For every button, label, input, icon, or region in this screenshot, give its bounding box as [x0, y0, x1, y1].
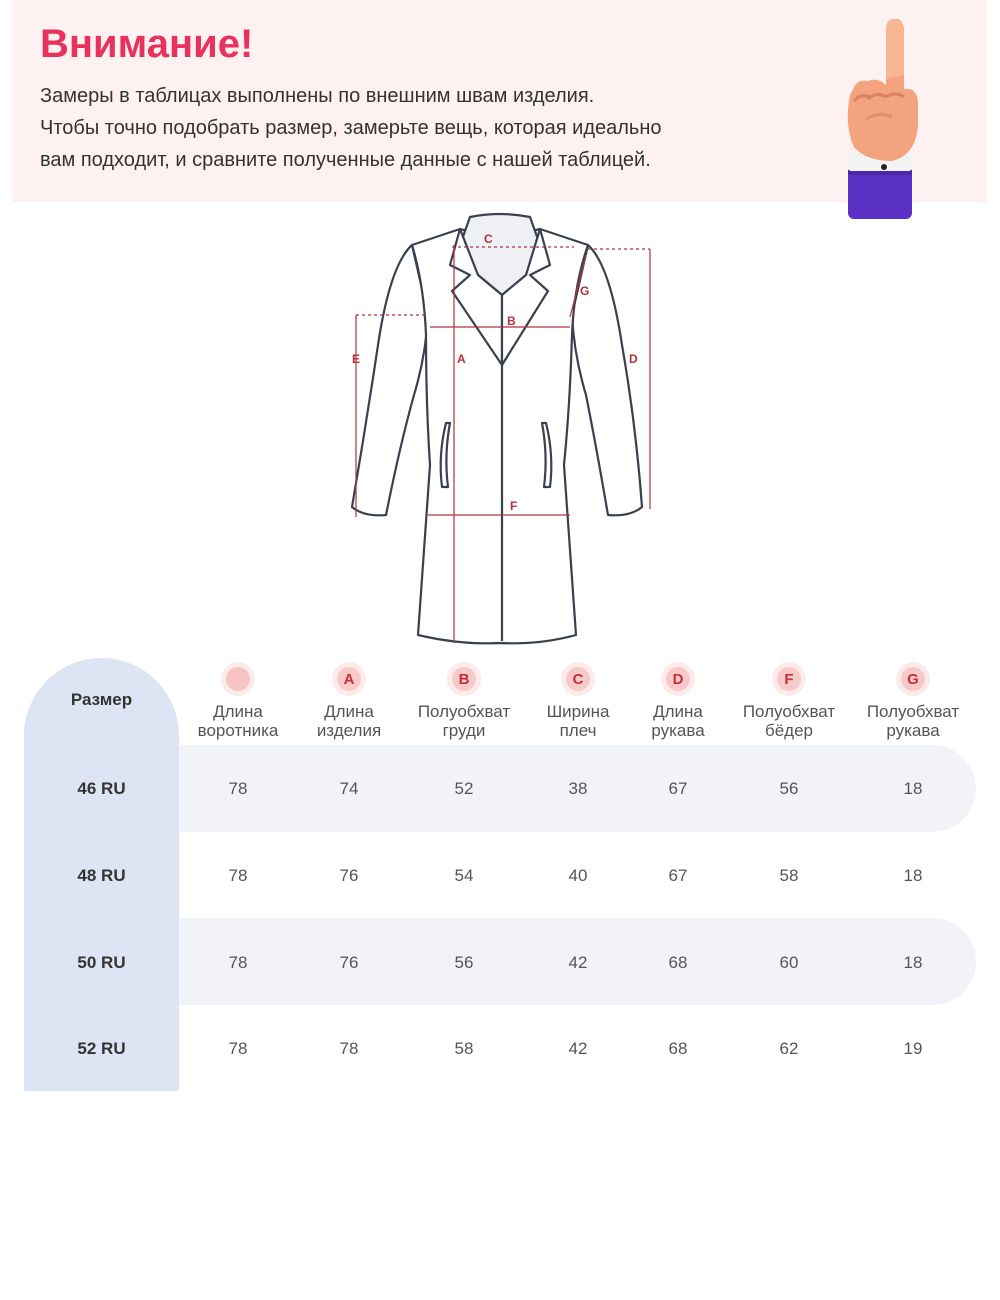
- table-cell: 42: [568, 1039, 588, 1058]
- label-c: C: [484, 232, 493, 246]
- measure-badge: D: [661, 662, 695, 696]
- table-cell: 78: [228, 779, 248, 798]
- table-cell: 67: [668, 866, 688, 885]
- table-cell: 52: [454, 779, 474, 798]
- table-cell: 60: [779, 953, 799, 972]
- table-cell: 58: [454, 1039, 474, 1058]
- column-label: Длина рукава: [651, 702, 705, 740]
- measure-badge: C: [561, 662, 595, 696]
- warning-line-3: вам подходит, и сравните полученные данные с нашей таблицей.: [40, 149, 651, 171]
- table-cell: 40: [568, 866, 588, 885]
- table-cell: 42: [568, 953, 588, 972]
- pointing-hand-icon: [830, 15, 930, 225]
- table-cell: 67: [668, 779, 688, 798]
- table-cell: 38: [568, 779, 588, 798]
- table-cell: 78: [228, 1039, 248, 1058]
- warning-text: [40, 80, 800, 176]
- column-header: [724, 662, 854, 740]
- column-label: Длина изделия: [316, 702, 382, 740]
- warning-line-1: Замеры в таблицах выполнены по внешним швам изделия.: [40, 85, 595, 107]
- measure-badge: B: [447, 662, 481, 696]
- label-b: B: [507, 314, 516, 328]
- table-cell: 62: [779, 1039, 799, 1058]
- table-cell: 18: [903, 779, 923, 798]
- column-label: Ширина плеч: [546, 702, 610, 740]
- measure-badge: A: [332, 662, 366, 696]
- table-cell: 56: [779, 779, 799, 798]
- table-cell: 19: [903, 1039, 923, 1058]
- column-header: [848, 662, 978, 740]
- label-e: E: [352, 352, 361, 366]
- table-cell: 18: [903, 953, 923, 972]
- label-d: D: [629, 352, 638, 366]
- measure-badge: F: [772, 662, 806, 696]
- warning-line-2: Чтобы точно подобрать размер, замерьте вещь, которая идеально: [40, 117, 662, 139]
- table-cell: 78: [228, 866, 248, 885]
- table-cell: 68: [668, 1039, 688, 1058]
- measure-badge: G: [896, 662, 930, 696]
- coat-diagram: [330, 205, 670, 655]
- column-label: Длина воротника: [197, 702, 279, 740]
- table-cell: 78: [228, 953, 248, 972]
- table-cell: 68: [668, 953, 688, 972]
- table-cell: 18: [903, 866, 923, 885]
- page-title: Внимание!: [40, 22, 254, 66]
- size-label: 50 RU: [77, 953, 126, 972]
- label-f: F: [510, 499, 518, 513]
- table-cell: 76: [339, 866, 359, 885]
- table-cell: 78: [339, 1039, 359, 1058]
- table-cell: 56: [454, 953, 474, 972]
- label-a: A: [457, 352, 466, 366]
- table-cell: 76: [339, 953, 359, 972]
- size-label: 48 RU: [77, 866, 126, 885]
- table-cell: 58: [779, 866, 799, 885]
- column-label: Полуобхват груди: [417, 702, 511, 740]
- column-label: Полуобхват рукава: [866, 702, 960, 740]
- table-cell: 54: [454, 866, 474, 885]
- size-header: Размер: [70, 690, 133, 709]
- column-label: Полуобхват бёдер: [742, 702, 836, 740]
- column-header: [399, 662, 529, 740]
- measure-badge: [221, 662, 255, 696]
- size-label: 52 RU: [77, 1039, 126, 1058]
- column-header: [284, 662, 414, 740]
- size-label: 46 RU: [77, 779, 126, 798]
- table-cell: 74: [339, 779, 359, 798]
- label-g: G: [580, 284, 590, 298]
